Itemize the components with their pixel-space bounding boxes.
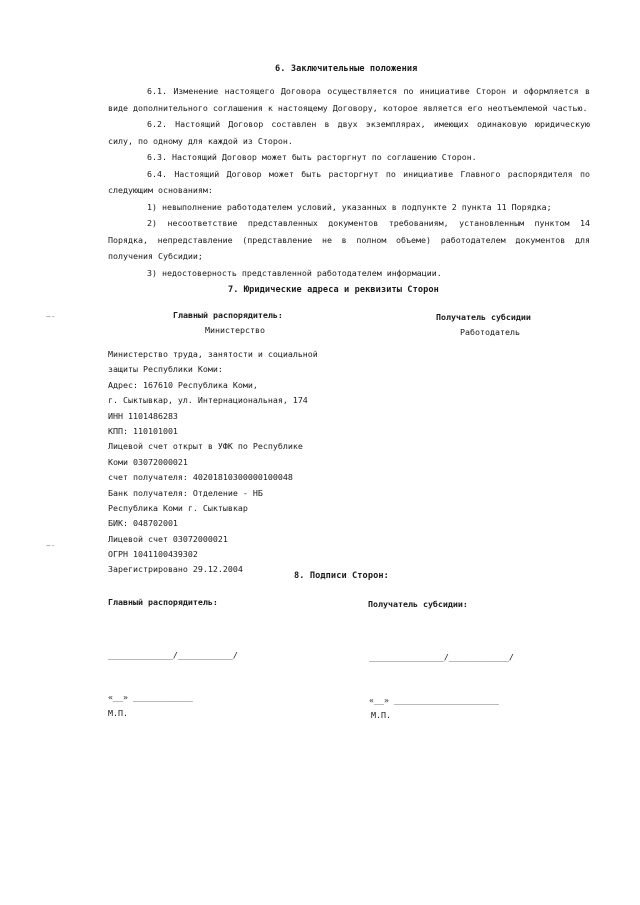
right-stamp-place: М.П. [371, 710, 391, 720]
clause-6-4-item-1: 1) невыполнение работодателем условий, указанных в подпункте 2 пункта 11 Порядка; [147, 201, 552, 212]
clause-6-3: 6.3. Настоящий Договор может быть расторгнут по соглашению Сторон. [147, 152, 477, 162]
requisites-line: БИК: 048702001 [108, 518, 178, 529]
clause-6-1: 6.1. Изменение настоящего Договора осуществляется по инициативе Сторон и оформляется в виде дополнительного соглашения к настоящему Договору, которое является его неотъемлемой частью. [108, 86, 590, 113]
right-date-line: «__» _____________________ [369, 695, 499, 705]
scan-margin-mark: ~- [46, 541, 56, 550]
requisites-line: Адрес: 167610 Республика Коми, [108, 379, 258, 390]
requisites-line: Коми 03072000021 [108, 456, 188, 467]
left-stamp-place: М.П. [108, 708, 128, 718]
section-8-heading: 8. Подписи Сторон: [294, 571, 389, 581]
clause-6-4-item-2: 2) несоответствие представленных документов требованиям, установленным пунктом 14 Порядка, непредставление (представление не в полном объеме) работодателем документов для получения Субсидии; [108, 218, 590, 261]
requisites-line: ОГРН 1041100439302 [108, 549, 198, 560]
left-party-title: Главный распорядитель: [173, 310, 283, 320]
requisites-line: Зарегистрировано 29.12.2004 [108, 564, 243, 575]
left-date-line: «__» ____________ [108, 692, 193, 702]
left-signature-line: _____________/___________/ [108, 650, 238, 660]
left-signature-label: Главный распорядитель: [108, 597, 218, 607]
requisites-line: Лицевой счет 03072000021 [108, 533, 228, 544]
scan-margin-mark: ~- [46, 312, 56, 321]
section-6-heading: 6. Заключительные положения [275, 64, 418, 74]
ministry-requisites [108, 347, 318, 578]
clause-6-4-item-3: 3) недостоверность представленной работодателем информации. [147, 267, 442, 278]
requisites-line: Республика Коми г. Сыктывкар [108, 502, 248, 513]
requisites-line: Министерство труда, занятости и социальной [108, 349, 318, 359]
requisites-line: г. Сыктывкар, ул. Интернациональная, 174 [108, 395, 308, 406]
right-party-name: Работодатель [460, 327, 520, 337]
requisites-line: ИНН 1101486283 [108, 410, 178, 421]
right-signature-line: _______________/____________/ [369, 652, 514, 662]
requisites-line: счет получателя: 40201810300000100048 [108, 472, 293, 483]
clause-6-2: 6.2. Настоящий Договор составлен в двух экземплярах, имеющих одинаковую юридическую силу, по одному для каждой из Сторон. [108, 119, 590, 146]
left-party-name: Министерство [205, 325, 265, 335]
section-7-heading: 7. Юридические адреса и реквизиты Сторон [228, 285, 439, 295]
requisites-line: защиты Республики Коми: [108, 364, 223, 375]
requisites-line: Лицевой счет открыт в УФК по Республике [108, 441, 303, 452]
section-6-body [108, 83, 590, 281]
right-signature-label: Получатель субсидии: [368, 599, 468, 609]
right-party-title: Получатель субсидии [436, 312, 531, 322]
requisites-line: Банк получателя: Отделение - НБ [108, 487, 263, 498]
clause-6-4: 6.4. Настоящий Договор может быть расторгнут по инициативе Главного распорядителя по следующим основаниям: [108, 168, 590, 195]
requisites-line: КПП: 110101001 [108, 425, 178, 436]
